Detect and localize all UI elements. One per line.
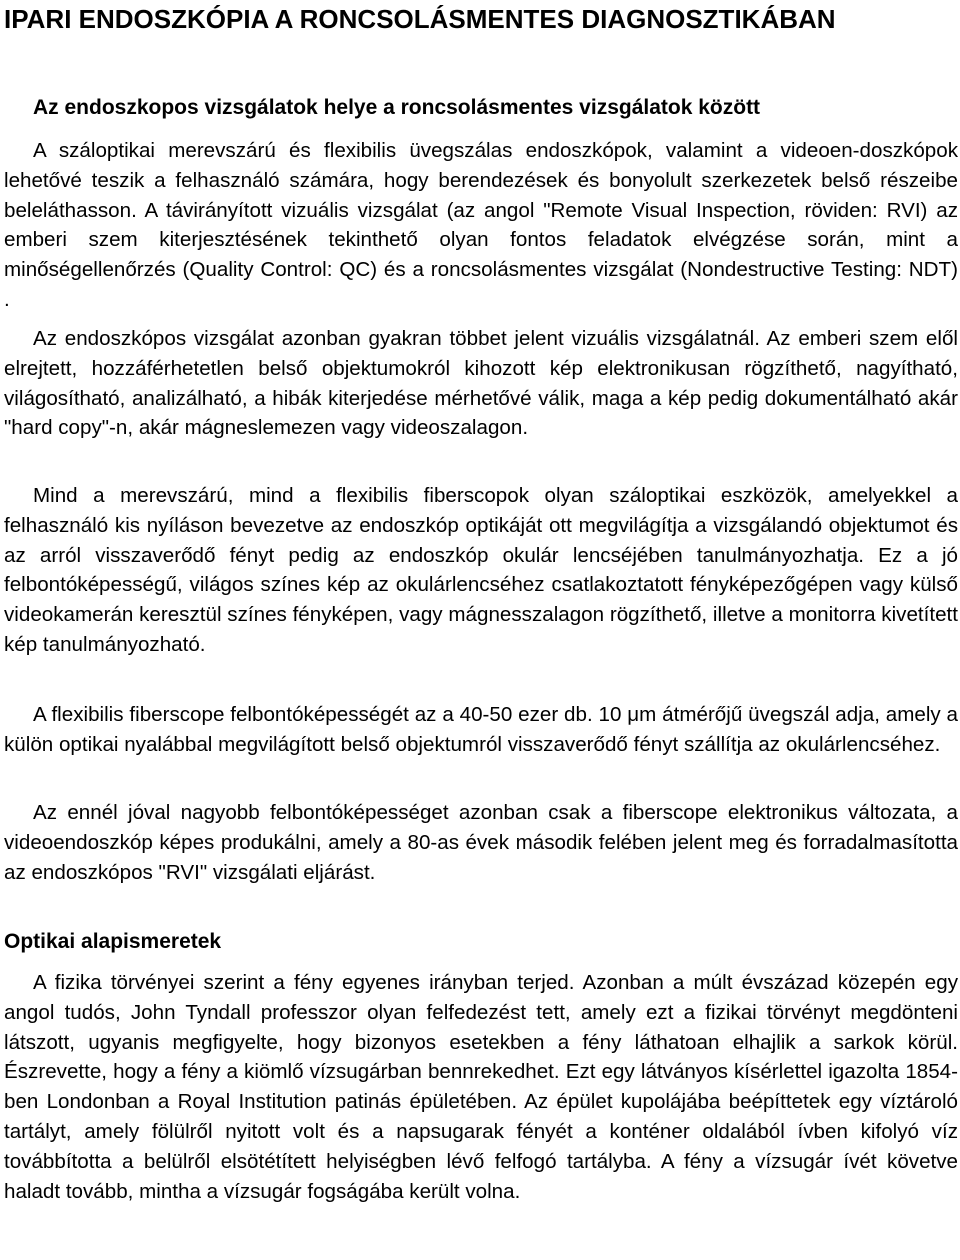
- document-title: IPARI ENDOSZKÓPIA A RONCSOLÁSMENTES DIAGNOSZTIKÁBAN: [4, 4, 836, 34]
- paragraph-videoendoscope: Az ennél jóval nagyobb felbontóképességet azonban csak a fiberscope elektronikus változata, a videoendoszkóp képes produkálni, amely a 80-as évek második felében jelent meg és forradalmasította az endoszkópos "RVI" vizsgálati eljárást.: [4, 801, 958, 884]
- paragraph-optics: A fizika törvényei szerint a fény egyenes irányban terjed. Azonban a múlt évszázad közepén egy angol tudós, John Tyndall professzor olyan felfedezést tett, amely ezt a fizikai törvényt megdönteni látszott, ugyanis megfigyelte, hogy bizonyos esetekben a fény láthatoan elhajlik a sarkok körül. Észrevette, hogy a fény a kiömlő vízsugárban bennrekedhet. Ezt egy látványos kísérlettel igazolta 1854-ben Londonban a Royal Institution patinás épületében. Az épület kupolájába beépíttetek egy víztároló tartályt, amely fölülről nyitott volt és a napsugarak fényét a konténer oldalából ívben kifolyó víz továbbította a belülről elsötétített helyiségben lévő felfogó tartályba. A fény a vízsugár ívét követve haladt tovább, mintha a vízsugár fogságába került volna.: [4, 971, 958, 1203]
- paragraph-fiberscopes: Mind a merevszárú, mind a flexibilis fiberscopok olyan száloptikai eszközök, amelyekkel a felhasználó kis nyíláson bevezetve az endoszkóp optikáját ott megvilágítja a vizsgálandó objektumot és az arról visszaverődő fényt pedig az endoszkóp okulár lencséjében tanulmányozhatja. Ez a jó felbontóképességű, világos színes kép az okulárlencséhez csatlakoztatott fényképezőgépen vagy külső videokamerán keresztül színes fényképen, vagy mágnesszalagon rögzíthető, illetve a monitorra kivetített kép tanulmányozható.: [4, 484, 958, 656]
- paragraph-resolution: A flexibilis fiberscope felbontóképességét az a 40-50 ezer db. 10 μm átmérőjű üvegszál adja, amely a külön optikai nyalábbal megvilágított belső objektumról visszaverődő fényt szállítja az okulárlencséhez.: [4, 703, 958, 756]
- section-heading-endoscopy-place: Az endoszkopos vizsgálatok helye a roncsolásmentes vizsgálatok között: [33, 96, 761, 119]
- paragraph-beyond-visual: Az endoszkópos vizsgálat azonban gyakran többet jelent vizuális vizsgálatnál. Az emberi szem elől elrejtett, hozzáférhetetlen belső objektumokról kihozott kép elektronikusan rögzíthető, nagyítható, világosítható, analizálható, a hibák kiterjedése mérhetővé válik, maga a kép pedig dokumentálható akár "hard copy"-n, akár mágneslemezen vagy videoszalagon.: [4, 327, 958, 440]
- section-heading-optics: Optikai alapismeretek: [4, 930, 222, 953]
- paragraph-intro: A száloptikai merevszárú és flexibilis üvegszálas endoszkópok, valamint a videoen-doszkópok lehetővé teszik a felhasználó számára, hogy berendezések és bonyolult szerkezetek belső részeibe beleláthasson. A távirányított vizuális vizsgálat (az angol "Remote Visual Inspection, röviden: RVI) az emberi szem kiterjesztésének tekinthető olyan fontos feladatok elvégzése során, mint a minőségellenőrzés (Quality Control: QC) és a roncsolásmentes vizsgálat (Nondestructive Testing: NDT) .: [4, 139, 958, 311]
